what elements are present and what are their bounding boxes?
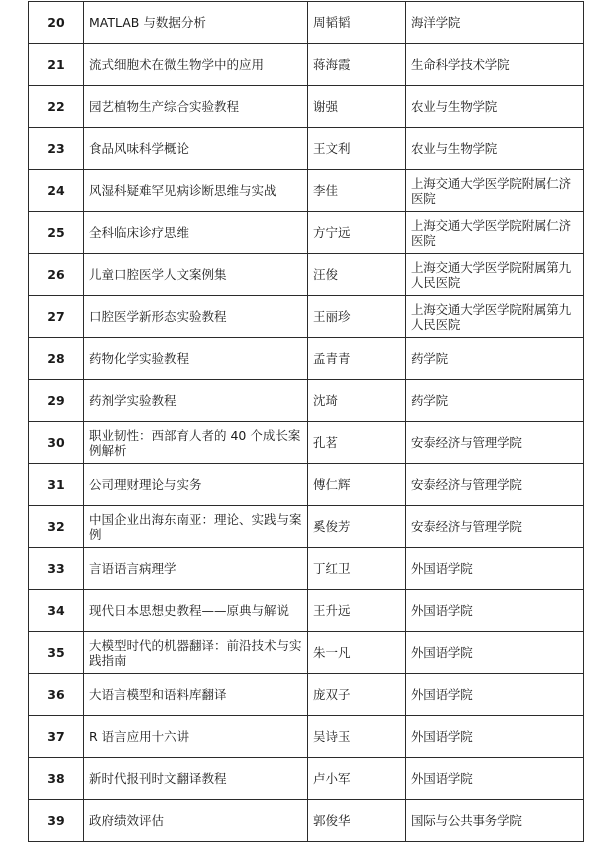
school-name: 外国语学院 (406, 716, 584, 758)
table-row (29, 506, 584, 548)
row-number: 38 (29, 758, 84, 800)
row-number: 21 (29, 44, 84, 86)
row-number: 33 (29, 548, 84, 590)
book-title: 药剂学实验教程 (84, 380, 308, 422)
author-name: 李佳 (308, 170, 406, 212)
table-row (29, 800, 584, 842)
book-title: 药物化学实验教程 (84, 338, 308, 380)
book-title: 园艺植物生产综合实验教程 (84, 86, 308, 128)
table-row (29, 128, 584, 170)
author-name: 方宁远 (308, 212, 406, 254)
row-number: 22 (29, 86, 84, 128)
school-name: 外国语学院 (406, 590, 584, 632)
book-title: 大模型时代的机器翻译：前沿技术与实践指南 (84, 632, 308, 674)
table-row (29, 86, 584, 128)
row-number: 23 (29, 128, 84, 170)
school-name: 上海交通大学医学院附属仁济医院 (406, 212, 584, 254)
table-row (29, 716, 584, 758)
school-name: 海洋学院 (406, 2, 584, 44)
table-row (29, 758, 584, 800)
school-name: 外国语学院 (406, 632, 584, 674)
author-name: 丁红卫 (308, 548, 406, 590)
table-row (29, 254, 584, 296)
author-name: 庞双子 (308, 674, 406, 716)
row-number: 32 (29, 506, 84, 548)
author-name: 周韬韬 (308, 2, 406, 44)
school-name: 上海交通大学医学院附属仁济医院 (406, 170, 584, 212)
row-number: 24 (29, 170, 84, 212)
school-name: 药学院 (406, 338, 584, 380)
book-title: 风湿科疑难罕见病诊断思维与实战 (84, 170, 308, 212)
author-name: 沈琦 (308, 380, 406, 422)
author-name: 吴诗玉 (308, 716, 406, 758)
book-title: 大语言模型和语料库翻译 (84, 674, 308, 716)
table-row (29, 632, 584, 674)
school-name: 安泰经济与管理学院 (406, 422, 584, 464)
table-row (29, 380, 584, 422)
book-title: R 语言应用十六讲 (84, 716, 308, 758)
row-number: 25 (29, 212, 84, 254)
table-row (29, 2, 584, 44)
author-name: 王升远 (308, 590, 406, 632)
book-title: 公司理财理论与实务 (84, 464, 308, 506)
textbook-list-table (28, 1, 584, 842)
school-name: 农业与生物学院 (406, 128, 584, 170)
book-title: 流式细胞术在微生物学中的应用 (84, 44, 308, 86)
table-row (29, 296, 584, 338)
book-title: 食品风味科学概论 (84, 128, 308, 170)
row-number: 31 (29, 464, 84, 506)
author-name: 汪俊 (308, 254, 406, 296)
row-number: 26 (29, 254, 84, 296)
school-name: 生命科学技术学院 (406, 44, 584, 86)
book-title: 政府绩效评估 (84, 800, 308, 842)
row-number: 30 (29, 422, 84, 464)
table-row (29, 464, 584, 506)
row-number: 36 (29, 674, 84, 716)
table-row (29, 338, 584, 380)
author-name: 卢小军 (308, 758, 406, 800)
book-title: 儿童口腔医学人文案例集 (84, 254, 308, 296)
table-row (29, 590, 584, 632)
school-name: 外国语学院 (406, 674, 584, 716)
author-name: 谢强 (308, 86, 406, 128)
author-name: 蒋海霞 (308, 44, 406, 86)
book-title: 职业韧性：西部育人者的 40 个成长案例解析 (84, 422, 308, 464)
school-name: 外国语学院 (406, 758, 584, 800)
author-name: 郭俊华 (308, 800, 406, 842)
table-row (29, 548, 584, 590)
book-title: 现代日本思想史教程——原典与解说 (84, 590, 308, 632)
book-title: 口腔医学新形态实验教程 (84, 296, 308, 338)
table-row (29, 44, 584, 86)
row-number: 37 (29, 716, 84, 758)
author-name: 王丽珍 (308, 296, 406, 338)
row-number: 34 (29, 590, 84, 632)
row-number: 20 (29, 2, 84, 44)
school-name: 外国语学院 (406, 548, 584, 590)
school-name: 上海交通大学医学院附属第九人民医院 (406, 296, 584, 338)
row-number: 28 (29, 338, 84, 380)
school-name: 国际与公共事务学院 (406, 800, 584, 842)
table-row (29, 422, 584, 464)
book-title: MATLAB 与数据分析 (84, 2, 308, 44)
table-row (29, 170, 584, 212)
row-number: 29 (29, 380, 84, 422)
row-number: 27 (29, 296, 84, 338)
school-name: 药学院 (406, 380, 584, 422)
author-name: 孟青青 (308, 338, 406, 380)
school-name: 安泰经济与管理学院 (406, 464, 584, 506)
school-name: 上海交通大学医学院附属第九人民医院 (406, 254, 584, 296)
author-name: 奚俊芳 (308, 506, 406, 548)
author-name: 傅仁辉 (308, 464, 406, 506)
book-title: 言语语言病理学 (84, 548, 308, 590)
author-name: 王文利 (308, 128, 406, 170)
row-number: 35 (29, 632, 84, 674)
author-name: 孔茗 (308, 422, 406, 464)
table-row (29, 674, 584, 716)
book-title: 全科临床诊疗思维 (84, 212, 308, 254)
book-title: 新时代报刊时文翻译教程 (84, 758, 308, 800)
book-title: 中国企业出海东南亚：理论、实践与案例 (84, 506, 308, 548)
author-name: 朱一凡 (308, 632, 406, 674)
school-name: 安泰经济与管理学院 (406, 506, 584, 548)
table-row (29, 212, 584, 254)
school-name: 农业与生物学院 (406, 86, 584, 128)
row-number: 39 (29, 800, 84, 842)
